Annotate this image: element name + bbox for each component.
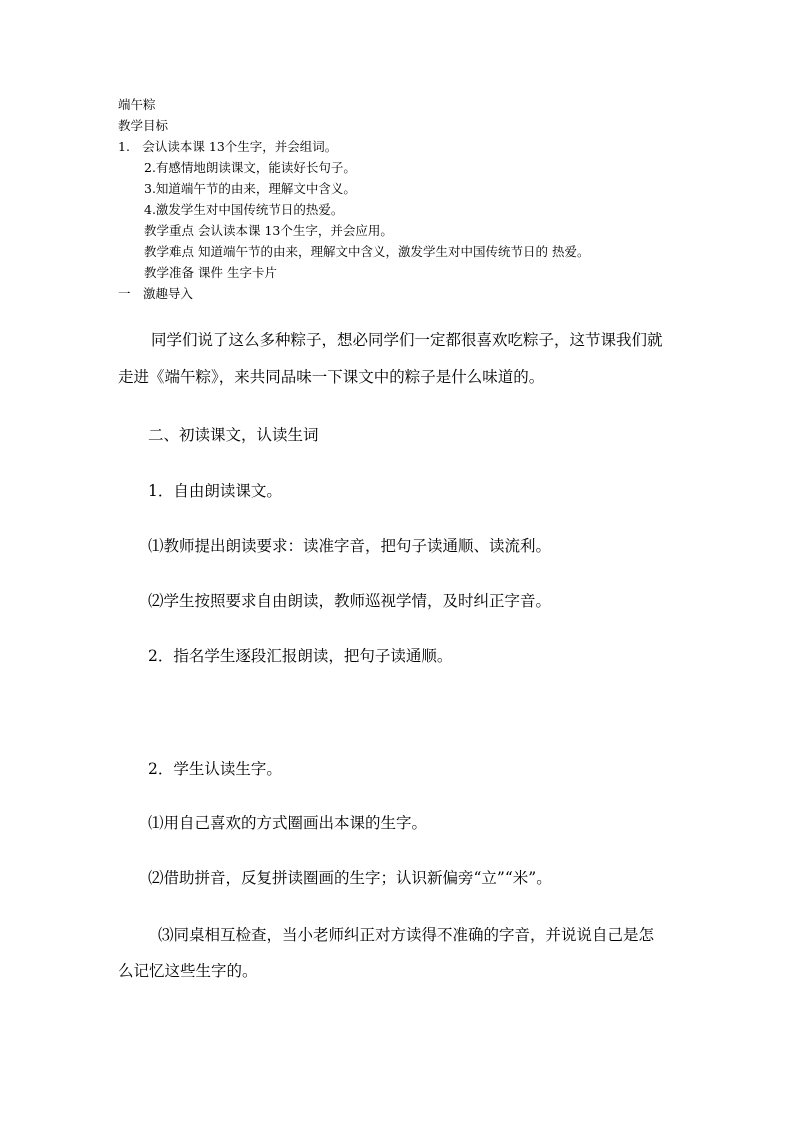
goal-2: 2.有感情地朗读课文，能读好长句子。 (144, 160, 356, 175)
step-2: 2．指名学生逐段汇报朗读，把句子读通顺。 (148, 647, 453, 665)
step-2b-2: ⑵借助拼音，反复拼读圈画的生字；认识新偏旁“立”“米”。 (148, 869, 552, 887)
intro-paragraph-line-2: 走进《端午粽》，来共同品味一下课文中的粽子是什么味道的。 (118, 368, 545, 386)
step-2b-3-line-1: ⑶同桌相互检查，当小老师纠正对方读得不准确的字音，并说说自己是怎 (158, 926, 655, 944)
step-2b-3-line-2: 么记忆这些生字的。 (118, 962, 258, 980)
goals-heading: 教学目标 (118, 118, 169, 133)
goal-1: 1. 会认读本课 13个生字，并会组词。 (118, 139, 338, 154)
key-point: 教学重点 会认读本课 13个生字，并会应用。 (144, 223, 393, 238)
step-1-a: ⑴教师提出朗读要求：读准字音，把句子读通顺、读流利。 (148, 537, 552, 555)
goal-4: 4.激发学生对中国传统节日的热爱。 (144, 202, 344, 217)
section-heading-2: 二、初读课文，认读生词 (148, 426, 319, 444)
intro-paragraph-line-1: 同学们说了这么多种粽子，想必同学们一定都很喜欢吃粽子，这节课我们就 (151, 331, 663, 349)
difficulty: 教学难点 知道端午节的由来，理解文中含义，激发学生对中国传统节日的 热爱。 (144, 244, 590, 259)
section-heading-1: 一 激趣导入 (118, 286, 194, 301)
goal-3: 3.知道端午节的由来，理解文中含义。 (144, 181, 356, 196)
step-2b: 2．学生认读生字。 (148, 760, 282, 778)
step-1: 1．自由朗读课文。 (148, 482, 282, 500)
step-2b-1: ⑴用自己喜欢的方式圈画出本课的生字。 (148, 814, 428, 832)
preparation: 教学准备 课件 生字卡片 (144, 265, 277, 280)
step-1-b: ⑵学生按照要求自由朗读，教师巡视学情，及时纠正字音。 (148, 592, 552, 610)
lesson-title: 端午粽 (118, 97, 156, 112)
